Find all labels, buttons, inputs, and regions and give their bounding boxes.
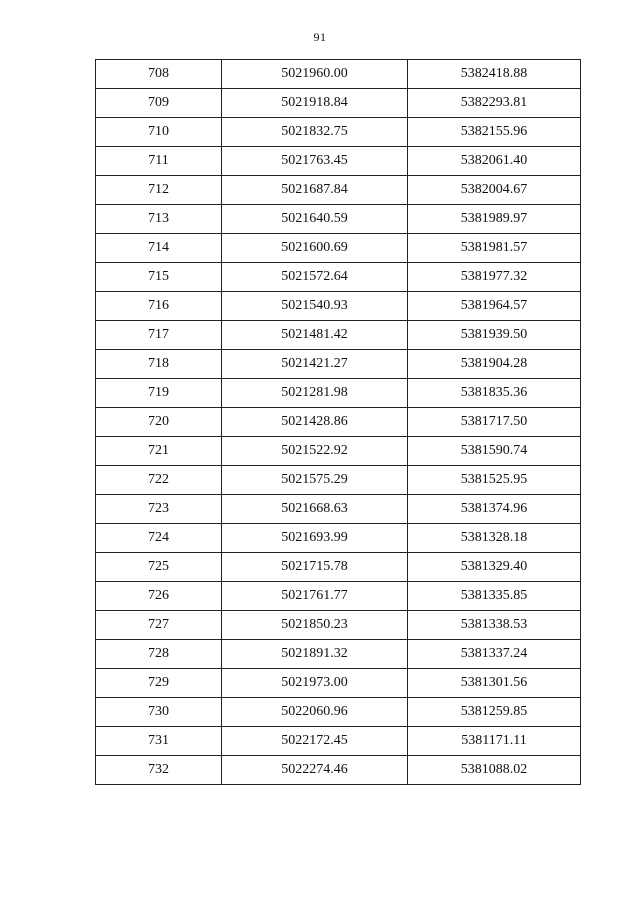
x-coordinate-cell: 5021715.78 <box>222 553 408 582</box>
x-coordinate-cell: 5022060.96 <box>222 698 408 727</box>
y-coordinate-cell: 5381525.95 <box>408 466 581 495</box>
point-number-cell: 724 <box>96 524 222 553</box>
y-coordinate-cell: 5381301.56 <box>408 669 581 698</box>
x-coordinate-cell: 5021572.64 <box>222 263 408 292</box>
y-coordinate-cell: 5381989.97 <box>408 205 581 234</box>
y-coordinate-cell: 5381335.85 <box>408 582 581 611</box>
table-row <box>96 205 581 234</box>
y-coordinate-cell: 5382061.40 <box>408 147 581 176</box>
point-number-cell: 727 <box>96 611 222 640</box>
x-coordinate-cell: 5021763.45 <box>222 147 408 176</box>
x-coordinate-cell: 5021918.84 <box>222 89 408 118</box>
table-row <box>96 611 581 640</box>
point-number-cell: 718 <box>96 350 222 379</box>
x-coordinate-cell: 5021973.00 <box>222 669 408 698</box>
table-row <box>96 727 581 756</box>
table-row <box>96 176 581 205</box>
x-coordinate-cell: 5021421.27 <box>222 350 408 379</box>
table-row <box>96 640 581 669</box>
table-row <box>96 379 581 408</box>
coordinates-table-body <box>96 60 581 785</box>
point-number-cell: 721 <box>96 437 222 466</box>
point-number-cell: 732 <box>96 756 222 785</box>
point-number-cell: 719 <box>96 379 222 408</box>
table-row <box>96 147 581 176</box>
table-row <box>96 118 581 147</box>
x-coordinate-cell: 5021575.29 <box>222 466 408 495</box>
point-number-cell: 720 <box>96 408 222 437</box>
x-coordinate-cell: 5021481.42 <box>222 321 408 350</box>
point-number-cell: 708 <box>96 60 222 89</box>
point-number-cell: 711 <box>96 147 222 176</box>
y-coordinate-cell: 5381904.28 <box>408 350 581 379</box>
y-coordinate-cell: 5382418.88 <box>408 60 581 89</box>
x-coordinate-cell: 5021850.23 <box>222 611 408 640</box>
y-coordinate-cell: 5381590.74 <box>408 437 581 466</box>
point-number-cell: 726 <box>96 582 222 611</box>
x-coordinate-cell: 5021832.75 <box>222 118 408 147</box>
y-coordinate-cell: 5381259.85 <box>408 698 581 727</box>
x-coordinate-cell: 5022274.46 <box>222 756 408 785</box>
x-coordinate-cell: 5021960.00 <box>222 60 408 89</box>
table-row <box>96 437 581 466</box>
point-number-cell: 725 <box>96 553 222 582</box>
table-row <box>96 408 581 437</box>
y-coordinate-cell: 5382293.81 <box>408 89 581 118</box>
point-number-cell: 715 <box>96 263 222 292</box>
y-coordinate-cell: 5381171.11 <box>408 727 581 756</box>
table-row <box>96 669 581 698</box>
x-coordinate-cell: 5021693.99 <box>222 524 408 553</box>
table-row <box>96 466 581 495</box>
y-coordinate-cell: 5381088.02 <box>408 756 581 785</box>
point-number-cell: 710 <box>96 118 222 147</box>
table-row <box>96 89 581 118</box>
table-row <box>96 756 581 785</box>
table-row <box>96 524 581 553</box>
x-coordinate-cell: 5021761.77 <box>222 582 408 611</box>
table-row <box>96 60 581 89</box>
y-coordinate-cell: 5381717.50 <box>408 408 581 437</box>
table-row <box>96 350 581 379</box>
point-number-cell: 730 <box>96 698 222 727</box>
x-coordinate-cell: 5021428.86 <box>222 408 408 437</box>
table-row <box>96 234 581 263</box>
point-number-cell: 728 <box>96 640 222 669</box>
x-coordinate-cell: 5021891.32 <box>222 640 408 669</box>
coordinates-table <box>95 59 581 785</box>
y-coordinate-cell: 5381374.96 <box>408 495 581 524</box>
point-number-cell: 716 <box>96 292 222 321</box>
point-number-cell: 712 <box>96 176 222 205</box>
table-row <box>96 292 581 321</box>
point-number-cell: 731 <box>96 727 222 756</box>
y-coordinate-cell: 5381981.57 <box>408 234 581 263</box>
x-coordinate-cell: 5021281.98 <box>222 379 408 408</box>
x-coordinate-cell: 5021687.84 <box>222 176 408 205</box>
x-coordinate-cell: 5021640.59 <box>222 205 408 234</box>
y-coordinate-cell: 5382155.96 <box>408 118 581 147</box>
point-number-cell: 714 <box>96 234 222 263</box>
y-coordinate-cell: 5381939.50 <box>408 321 581 350</box>
table-row <box>96 582 581 611</box>
y-coordinate-cell: 5381977.32 <box>408 263 581 292</box>
point-number-cell: 722 <box>96 466 222 495</box>
y-coordinate-cell: 5381337.24 <box>408 640 581 669</box>
point-number-cell: 713 <box>96 205 222 234</box>
y-coordinate-cell: 5381964.57 <box>408 292 581 321</box>
x-coordinate-cell: 5021522.92 <box>222 437 408 466</box>
page-number: 91 <box>313 30 327 44</box>
y-coordinate-cell: 5381328.18 <box>408 524 581 553</box>
y-coordinate-cell: 5381338.53 <box>408 611 581 640</box>
point-number-cell: 729 <box>96 669 222 698</box>
x-coordinate-cell: 5022172.45 <box>222 727 408 756</box>
x-coordinate-cell: 5021668.63 <box>222 495 408 524</box>
table-row <box>96 553 581 582</box>
point-number-cell: 723 <box>96 495 222 524</box>
x-coordinate-cell: 5021540.93 <box>222 292 408 321</box>
table-row <box>96 495 581 524</box>
y-coordinate-cell: 5381329.40 <box>408 553 581 582</box>
point-number-cell: 709 <box>96 89 222 118</box>
x-coordinate-cell: 5021600.69 <box>222 234 408 263</box>
point-number-cell: 717 <box>96 321 222 350</box>
y-coordinate-cell: 5381835.36 <box>408 379 581 408</box>
table-row <box>96 321 581 350</box>
y-coordinate-cell: 5382004.67 <box>408 176 581 205</box>
table-row <box>96 698 581 727</box>
table-row <box>96 263 581 292</box>
